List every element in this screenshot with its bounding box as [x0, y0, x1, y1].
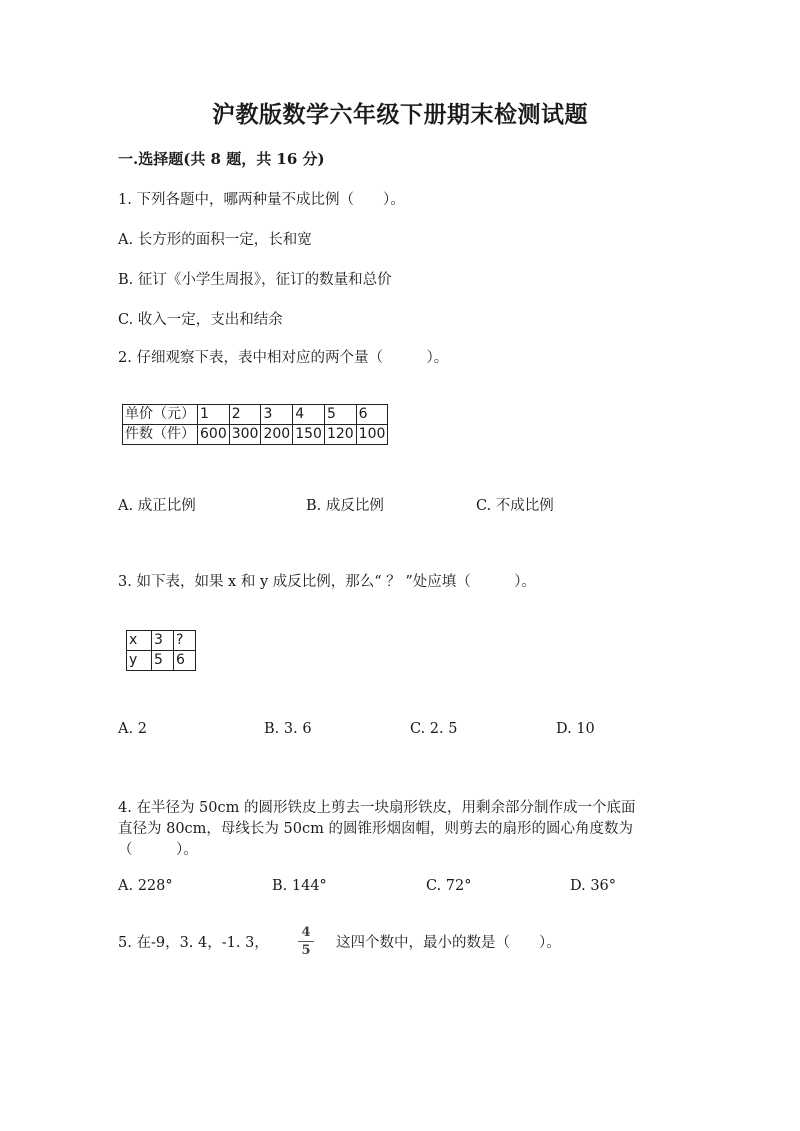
question-1-option-a: A. 长方形的面积一定，长和宽	[118, 232, 312, 248]
question-2-stem: 2. 仔细观察下表，表中相对应的两个量（ ）。	[118, 350, 449, 366]
table-row	[127, 651, 196, 671]
question-1-stem: 1. 下列各题中，哪两种量不成比例（ ）。	[118, 192, 405, 208]
question-3-stem: 3. 如下表，如果 x 和 y 成反比例，那么“ ？ ”处应填（ ）。	[118, 574, 537, 590]
table-cell: y	[127, 651, 152, 671]
question-4-option-d: D. 36°	[570, 878, 617, 894]
question-4-stem-line-2: 直径为 80cm，母线长为 50cm 的圆锥形烟囱帽，则剪去的扇形的圆心角度数为	[118, 821, 633, 837]
table-row	[127, 631, 196, 651]
fraction-numerator: 4	[301, 925, 311, 940]
table-cell: 6	[356, 405, 388, 425]
table-cell: 5	[152, 651, 174, 671]
question-1-option-c: C. 收入一定，支出和结余	[118, 312, 283, 328]
fraction-bar	[298, 941, 314, 942]
table-cell: 5	[324, 405, 356, 425]
question-2-option-c: C. 不成比例	[476, 498, 554, 514]
price-quantity-table	[122, 404, 388, 445]
table-cell: 4	[293, 405, 325, 425]
fraction-denominator: 5	[301, 943, 311, 958]
table-cell: ?	[174, 631, 196, 651]
question-5-stem-start: 5. 在-9，3. 4，-1. 3，	[118, 935, 269, 951]
table-cell: 120	[324, 425, 356, 445]
table-cell: 2	[229, 405, 261, 425]
table-cell: 件数（件）	[123, 425, 198, 445]
table-cell: 600	[198, 425, 230, 445]
table-cell: x	[127, 631, 152, 651]
table-row	[123, 405, 388, 425]
question-1-option-b: B. 征订《小学生周报》，征订的数量和总价	[118, 272, 392, 288]
question-4-stem-line-3: （ ）。	[118, 842, 198, 858]
page-title: 沪教版数学六年级下册期末检测试题	[212, 101, 588, 128]
question-2-option-b: B. 成反比例	[306, 498, 384, 514]
question-3-option-b: B. 3. 6	[264, 721, 312, 737]
question-3-option-a: A. 2	[118, 721, 147, 737]
table-cell: 100	[356, 425, 388, 445]
table-cell: 3	[152, 631, 174, 651]
section-heading: 一.选择题(共 8 题，共 16 分)	[118, 150, 325, 168]
table-row	[123, 425, 388, 445]
question-3-option-c: C. 2. 5	[410, 721, 458, 737]
question-2-option-a: A. 成正比例	[118, 498, 196, 514]
table-cell: 200	[261, 425, 293, 445]
question-4-option-a: A. 228°	[118, 878, 173, 894]
table-cell: 6	[174, 651, 196, 671]
question-5-stem-end: 这四个数中，最小的数是（ ）。	[336, 935, 561, 951]
table-cell: 3	[261, 405, 293, 425]
question-3-option-d: D. 10	[556, 721, 595, 737]
question-4-option-c: C. 72°	[426, 878, 472, 894]
question-4-option-b: B. 144°	[272, 878, 327, 894]
fraction-four-fifths	[298, 925, 314, 958]
xy-table	[126, 630, 196, 671]
table-cell: 单价（元）	[123, 405, 198, 425]
table-cell: 300	[229, 425, 261, 445]
question-4-stem-line-1: 4. 在半径为 50cm 的圆形铁皮上剪去一块扇形铁皮，用剩余部分制作成一个底面	[118, 800, 636, 816]
table-cell: 150	[293, 425, 325, 445]
table-cell: 1	[198, 405, 230, 425]
